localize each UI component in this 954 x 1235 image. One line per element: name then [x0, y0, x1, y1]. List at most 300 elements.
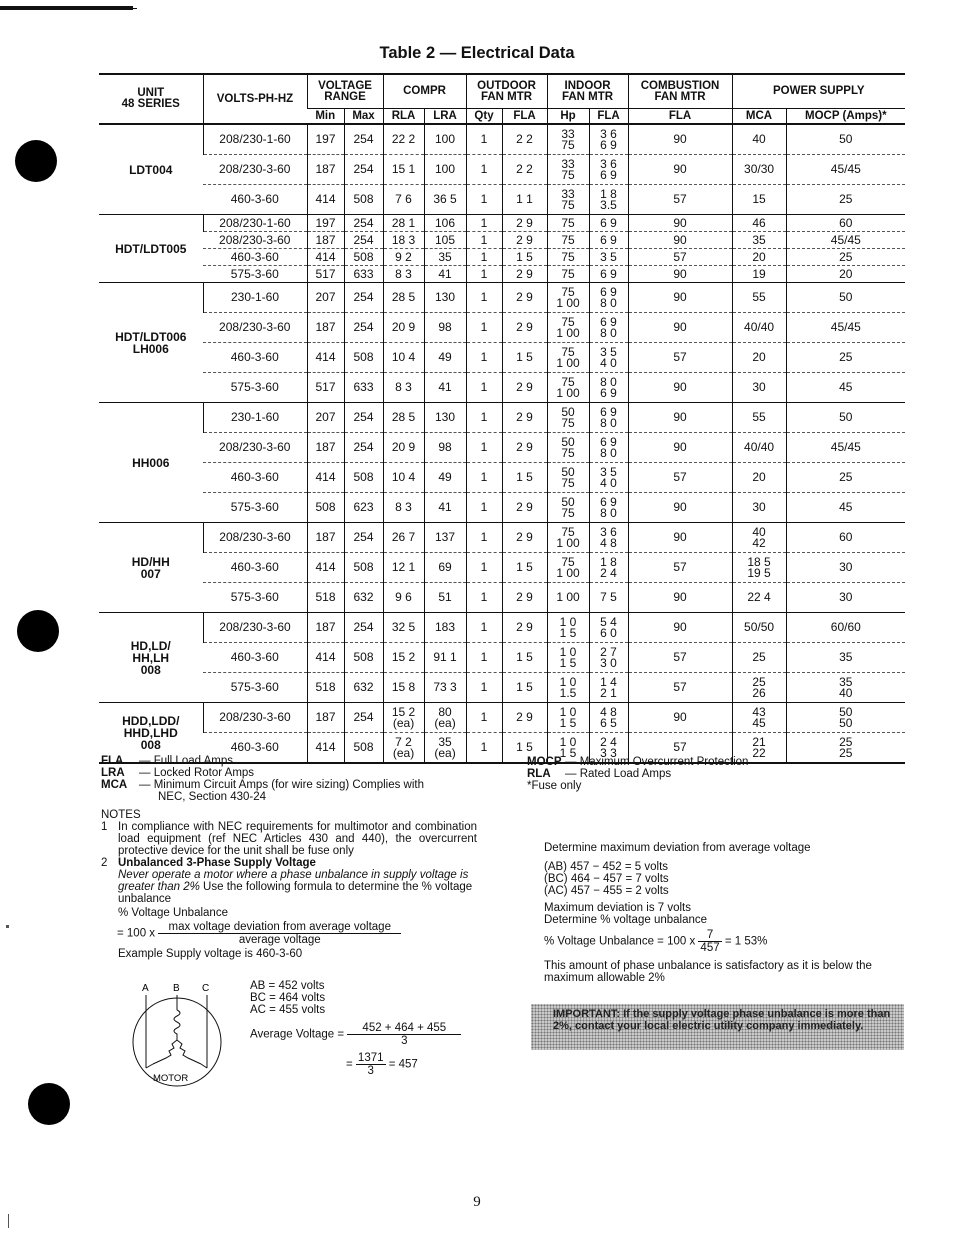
max-cell: 623 [344, 493, 383, 523]
legend-left [101, 755, 501, 803]
mocp-cell-line: 40 [839, 685, 853, 700]
unit-series-line: 007 [140, 566, 161, 581]
outdoor-fla-cell: 1 5 [502, 733, 547, 764]
table-row [99, 283, 905, 313]
header-unit-line: UNIT [137, 87, 165, 99]
hp-cell-line: 1 5 [559, 655, 577, 670]
qty-cell: 1 [466, 643, 502, 673]
indoor-fla-cell [589, 523, 628, 553]
header-min: Min [307, 109, 344, 125]
mocp-cell [786, 215, 905, 232]
mocp-cell [786, 463, 905, 493]
hp-cell-line: 1 00 [556, 590, 580, 604]
mca-cell-line: 22 4 [747, 590, 771, 604]
mocp-cell [786, 403, 905, 433]
hp-cell-line: 33 [561, 186, 575, 201]
rla-cell: 8 3 [383, 266, 424, 283]
mocp-cell [786, 249, 905, 266]
outdoor-fla-cell: 2 9 [502, 613, 547, 643]
hp-cell [547, 553, 589, 583]
indoor-fla-cell [589, 403, 628, 433]
hp-cell-line: 33 [561, 126, 575, 141]
table-row [99, 155, 905, 185]
unit-series-line: HD/HH [131, 554, 170, 569]
formula-prefix: = 100 x [117, 927, 156, 940]
qty-cell: 1 [466, 733, 502, 764]
note-2-warning: Never operate a motor where a phase unbalance in supply voltage is greater than 2% [118, 869, 469, 893]
volts-cell: 575-3-60 [203, 373, 307, 403]
combustion-fla-cell: 90 [628, 433, 732, 463]
hp-cell [547, 155, 589, 185]
qty-cell: 1 [466, 613, 502, 643]
combustion-fla-cell: 57 [628, 673, 732, 703]
mca-cell-line: 40 [752, 524, 766, 539]
table-row [99, 185, 905, 215]
unit-series-line: 008 [140, 737, 161, 752]
mca-cell [732, 185, 786, 215]
mocp-cell [786, 124, 905, 155]
mca-cell-line: 55 [752, 410, 766, 424]
qty-cell: 1 [466, 185, 502, 215]
header-indoor-line: FAN MTR [561, 90, 614, 103]
combustion-fla-cell: 57 [628, 249, 732, 266]
indoor-fla-cell-line: 6 9 [600, 404, 617, 419]
top-rule-thin [133, 8, 137, 9]
mca-cell-line: 30 [752, 380, 766, 394]
outdoor-fla-cell: 2 9 [502, 373, 547, 403]
lra-cell: 41 [424, 373, 466, 403]
unit-series-label [99, 523, 203, 613]
rla-cell: 15 2 [383, 643, 424, 673]
rla-cell: 12 1 [383, 553, 424, 583]
mca-cell [732, 343, 786, 373]
table-row [99, 403, 905, 433]
binder-hole-icon [17, 610, 59, 652]
hp-cell-line: 33 [561, 156, 575, 171]
mocp-cell [786, 433, 905, 463]
indoor-fla-cell-line: 6 9 [600, 284, 617, 299]
hp-cell [547, 373, 589, 403]
outdoor-fla-cell: 2 9 [502, 283, 547, 313]
volts-cell: 208/230-1-60 [203, 215, 307, 232]
formula-fraction [158, 921, 401, 946]
lra-cell: 100 [424, 124, 466, 155]
mca-cell-line: 18 5 [747, 554, 771, 569]
hp-cell-line: 75 [561, 249, 575, 264]
indoor-fla-cell [589, 493, 628, 523]
mca-cell-line: 50/50 [744, 620, 775, 634]
note-2-title: Unbalanced 3-Phase Supply Voltage [118, 857, 316, 869]
mca-cell [732, 673, 786, 703]
indoor-fla-cell-line: 6 0 [600, 625, 617, 640]
legend-definition: — Maximum Overcurrent Protection [565, 756, 749, 768]
indoor-fla-cell-line: 3 5 [600, 344, 617, 359]
mca-cell-line: 45 [752, 715, 766, 730]
min-cell: 517 [307, 373, 344, 403]
pct2-result: = 1 53% [724, 935, 768, 948]
mocp-cell-line: 25 [839, 470, 853, 484]
indoor-fla-cell-line: 2 1 [600, 685, 617, 700]
combustion-fla-cell: 90 [628, 313, 732, 343]
hp-cell-line: 50 [561, 434, 575, 449]
rla-cell: 22 2 [383, 124, 424, 155]
combustion-fla-cell: 57 [628, 185, 732, 215]
max-cell: 254 [344, 313, 383, 343]
table-row [99, 493, 905, 523]
hp-cell-line: 75 [561, 284, 575, 299]
combustion-fla-cell: 57 [628, 643, 732, 673]
table-row [99, 249, 905, 266]
indoor-fla-cell-line: 6 5 [600, 715, 617, 730]
hp-cell-line: 50 [561, 404, 575, 419]
indoor-fla-cell-line: 6 9 [600, 215, 617, 230]
qty-cell: 1 [466, 215, 502, 232]
unit-series-label [99, 215, 203, 283]
indoor-fla-cell-line: 7 5 [600, 590, 617, 604]
indoor-fla-cell-line: 2 4 [600, 565, 617, 580]
min-cell: 197 [307, 215, 344, 232]
rla-cell: 18 3 [383, 232, 424, 249]
outdoor-fla-cell: 2 9 [502, 523, 547, 553]
indoor-fla-cell-line: 3 6 [600, 156, 617, 171]
mca-cell [732, 463, 786, 493]
mca-cell-line: 35 [752, 232, 766, 247]
indoor-fla-cell-line: 8 0 [600, 295, 617, 310]
lra-cell: 49 [424, 463, 466, 493]
max-cell: 254 [344, 523, 383, 553]
header-max: Max [344, 109, 383, 125]
mocp-cell-line: 25 [839, 350, 853, 364]
max-cell: 254 [344, 215, 383, 232]
top-rule [0, 6, 133, 10]
mocp-cell-line: 60/60 [830, 620, 861, 634]
mca-cell [732, 249, 786, 266]
max-cell: 254 [344, 703, 383, 733]
max-cell: 254 [344, 124, 383, 155]
mocp-cell [786, 493, 905, 523]
volts-cell: 208/230-3-60 [203, 523, 307, 553]
volts-cell: 230-1-60 [203, 283, 307, 313]
mocp-cell-line: 45/45 [830, 320, 861, 334]
legend-item [527, 768, 897, 780]
qty-cell: 1 [466, 249, 502, 266]
indoor-fla-cell-line: 8 0 [600, 415, 617, 430]
unit-series-line: 008 [140, 662, 161, 677]
header-combustion-fla: FLA [628, 109, 732, 125]
avg-label: Average Voltage = [250, 1028, 345, 1041]
legend-definition: — Minimum Circuit Amps (for wire sizing) Complies with [139, 779, 424, 791]
lra-cell: 41 [424, 266, 466, 283]
hp-cell-line: 1 0 [559, 644, 577, 659]
volts-cell: 575-3-60 [203, 583, 307, 613]
lra-cell: 130 [424, 403, 466, 433]
outdoor-fla-cell: 1 1 [502, 185, 547, 215]
combustion-fla-cell: 90 [628, 124, 732, 155]
avg2-denominator: 3 [367, 1065, 374, 1077]
page-number: 9 [473, 1194, 481, 1210]
legend-definition: — Rated Load Amps [565, 768, 672, 780]
mca-cell [732, 215, 786, 232]
qty-cell: 1 [466, 583, 502, 613]
indoor-fla-cell-line: 3 5 [600, 249, 617, 264]
mocp-cell-line: 60 [839, 215, 853, 230]
min-cell: 187 [307, 313, 344, 343]
pct-formula [544, 929, 906, 954]
mocp-cell [786, 313, 905, 343]
indoor-fla-cell-line: 8 0 [600, 505, 617, 520]
mocp-cell-line: 45 [839, 500, 853, 514]
combustion-fla-cell: 90 [628, 703, 732, 733]
hp-cell-line: 1 00 [556, 535, 580, 550]
deviation-line: (BC) 464 − 457 = 7 volts [544, 873, 669, 885]
min-cell: 518 [307, 583, 344, 613]
indoor-fla-cell-line: 6 9 [600, 494, 617, 509]
volts-cell: 460-3-60 [203, 553, 307, 583]
table-row [99, 583, 905, 613]
min-cell: 414 [307, 643, 344, 673]
hp-cell-line: 1 5 [559, 625, 577, 640]
max-cell: 254 [344, 613, 383, 643]
outdoor-fla-cell: 1 5 [502, 343, 547, 373]
max-cell: 508 [344, 643, 383, 673]
max-cell: 508 [344, 249, 383, 266]
indoor-fla-cell-line: 6 9 [600, 232, 617, 247]
mocp-cell-line: 25 [839, 192, 853, 206]
right-calculation [544, 842, 906, 984]
unit-series-line: HHD,LHD [123, 725, 178, 740]
unit-series-line: LDT004 [129, 162, 173, 177]
header-volts: VOLTS-PH-HZ [203, 74, 307, 124]
outdoor-fla-cell: 1 5 [502, 673, 547, 703]
indoor-fla-cell-line: 8 0 [600, 445, 617, 460]
hp-cell [547, 493, 589, 523]
indoor-fla-cell [589, 313, 628, 343]
header-outdoor-fla: FLA [502, 109, 547, 125]
note-1-number: 1 [101, 821, 108, 833]
wire-a-end [146, 1064, 153, 1068]
qty-cell: 1 [466, 266, 502, 283]
mca-cell [732, 313, 786, 343]
header-indoor [547, 74, 628, 109]
rla-cell: 8 3 [383, 493, 424, 523]
mca-cell-line: 19 5 [747, 565, 771, 580]
lra-cell: 36 5 [424, 185, 466, 215]
mca-cell-line: 21 [752, 734, 766, 749]
coil-c-icon [177, 1040, 201, 1064]
indoor-fla-cell [589, 613, 628, 643]
qty-cell: 1 [466, 673, 502, 703]
mca-cell [732, 523, 786, 553]
indoor-fla-cell-line: 2 7 [600, 644, 617, 659]
hp-cell [547, 403, 589, 433]
combustion-fla-cell: 90 [628, 403, 732, 433]
rla-cell: 15 1 [383, 155, 424, 185]
legend-item [101, 779, 501, 791]
electrical-data-table [99, 73, 905, 764]
qty-cell: 1 [466, 703, 502, 733]
lra-cell-line: 35 [438, 734, 452, 749]
deviation-line: (AC) 457 − 455 = 2 volts [544, 885, 669, 897]
hp-cell-line: 1 0 [559, 674, 577, 689]
formula-denominator: average voltage [238, 934, 321, 946]
outdoor-fla-cell: 1 5 [502, 249, 547, 266]
outdoor-fla-cell: 2 9 [502, 266, 547, 283]
phase-voltage: BC = 464 volts [250, 992, 326, 1004]
combustion-fla-cell: 90 [628, 155, 732, 185]
avg2-fraction [356, 1052, 386, 1077]
lra-cell: 51 [424, 583, 466, 613]
qty-cell: 1 [466, 403, 502, 433]
rla-cell-line: 15 2 [391, 704, 416, 719]
legend-term: FLA [101, 755, 124, 767]
average-result [250, 1052, 480, 1077]
mocp-cell [786, 703, 905, 733]
outdoor-fla-cell: 2 2 [502, 124, 547, 155]
unit-series-line: HDD,LDD/ [122, 713, 180, 728]
mocp-cell-line: 35 [839, 674, 853, 689]
hp-cell-line: 75 [561, 197, 575, 212]
wire-c-end [201, 1064, 207, 1068]
legend-definition: — Locked Rotor Amps [139, 767, 255, 779]
hp-cell [547, 283, 589, 313]
min-cell: 414 [307, 343, 344, 373]
hp-cell-line: 1 00 [556, 565, 580, 580]
hp-cell-line: 1 5 [559, 715, 577, 730]
binder-hole-icon [28, 1083, 70, 1125]
qty-cell: 1 [466, 433, 502, 463]
rla-cell: 15 8 [383, 673, 424, 703]
mca-cell [732, 643, 786, 673]
volts-cell: 460-3-60 [203, 733, 307, 764]
mca-cell-line: 40 [752, 132, 766, 146]
hp-cell [547, 703, 589, 733]
lra-cell: 130 [424, 283, 466, 313]
hp-cell-line: 75 [561, 374, 575, 389]
unit-series-label [99, 703, 203, 764]
lra-cell: 35 [424, 249, 466, 266]
lra-cell: 100 [424, 155, 466, 185]
hp-cell-line: 75 [561, 314, 575, 329]
mocp-cell [786, 155, 905, 185]
hp-cell-line: 75 [561, 137, 575, 152]
legend-term: MOCP [527, 756, 562, 768]
hp-cell-line: 75 [561, 266, 575, 281]
motor-diagram [128, 980, 228, 1088]
indoor-fla-cell-line: 8 0 [600, 374, 617, 389]
hp-cell-line: 75 [561, 554, 575, 569]
indoor-fla-cell-line: 4 0 [600, 475, 617, 490]
qty-cell: 1 [466, 553, 502, 583]
hp-cell [547, 249, 589, 266]
mca-cell-line: 40/40 [744, 440, 775, 454]
table-row [99, 433, 905, 463]
min-cell: 414 [307, 553, 344, 583]
hp-cell-line: 75 [561, 524, 575, 539]
combustion-fla-cell: 90 [628, 215, 732, 232]
legend-item [101, 755, 501, 767]
rla-cell: 28 1 [383, 215, 424, 232]
table-row [99, 313, 905, 343]
mca-cell [732, 433, 786, 463]
mca-cell [732, 583, 786, 613]
rla-cell: 7 6 [383, 185, 424, 215]
hp-cell-line: 1 5 [559, 745, 577, 760]
max-cell: 254 [344, 232, 383, 249]
header-mocp: MOCP (Amps)* [786, 109, 905, 125]
phase-c-label: C [202, 983, 210, 994]
mca-cell-line: 42 [752, 535, 766, 550]
edge-mark [6, 925, 9, 928]
table-row [99, 124, 905, 155]
indoor-fla-cell-line: 6 9 [600, 434, 617, 449]
qty-cell: 1 [466, 155, 502, 185]
legend-mca-continued: NEC, Section 430-24 [158, 791, 267, 803]
lra-cell [424, 703, 466, 733]
mca-cell [732, 403, 786, 433]
combustion-fla-cell: 57 [628, 463, 732, 493]
phase-b-label: B [173, 983, 180, 994]
combustion-fla-cell: 90 [628, 283, 732, 313]
header-voltage-range-line: RANGE [324, 90, 366, 103]
table-row [99, 215, 905, 232]
note-2 [101, 857, 477, 905]
min-cell: 187 [307, 613, 344, 643]
rla-cell: 9 6 [383, 583, 424, 613]
table-row [99, 553, 905, 583]
mocp-cell [786, 266, 905, 283]
outdoor-fla-cell: 2 9 [502, 313, 547, 343]
indoor-fla-cell [589, 673, 628, 703]
determine-max-deviation: Determine maximum deviation from average voltage [544, 842, 811, 854]
indoor-fla-cell [589, 583, 628, 613]
min-cell: 414 [307, 249, 344, 266]
satisfactory-note: This amount of phase unbalance is satisfactory as it is below the maximum allowable 2% [544, 960, 872, 984]
outdoor-fla-cell: 2 9 [502, 215, 547, 232]
hp-cell-line: 1 00 [556, 385, 580, 400]
lra-cell: 137 [424, 523, 466, 553]
legend-item [527, 756, 897, 768]
table-title: Table 2 — Electrical Data [379, 44, 575, 62]
lra-cell-line: 80 [438, 704, 452, 719]
max-cell: 632 [344, 673, 383, 703]
mca-cell-line: 43 [752, 704, 766, 719]
mocp-cell-line: 45/45 [830, 162, 861, 176]
outdoor-fla-cell: 1 5 [502, 463, 547, 493]
indoor-fla-cell [589, 283, 628, 313]
unit-series-label [99, 403, 203, 523]
lra-cell: 69 [424, 553, 466, 583]
hp-cell [547, 463, 589, 493]
mca-cell [732, 232, 786, 249]
unit-series-label [99, 613, 203, 703]
lra-cell: 106 [424, 215, 466, 232]
rla-cell: 32 5 [383, 613, 424, 643]
qty-cell: 1 [466, 313, 502, 343]
hp-cell-line: 50 [561, 494, 575, 509]
pct2-fraction [698, 929, 721, 954]
mocp-cell-line: 20 [839, 266, 853, 281]
mocp-cell-line: 45/45 [830, 232, 861, 247]
indoor-fla-cell-line: 1 8 [600, 554, 617, 569]
outdoor-fla-cell: 2 9 [502, 703, 547, 733]
mca-cell-line: 20 [752, 470, 766, 484]
hp-cell-line: 1.5 [559, 685, 577, 700]
note-2-instruction: Use the following formula to determine the % voltage unbalance [118, 881, 473, 905]
mca-cell-line: 15 [752, 192, 766, 206]
legend-definition: — Full Load Amps [139, 755, 233, 767]
hp-cell-line: 1 00 [556, 325, 580, 340]
max-cell: 633 [344, 373, 383, 403]
